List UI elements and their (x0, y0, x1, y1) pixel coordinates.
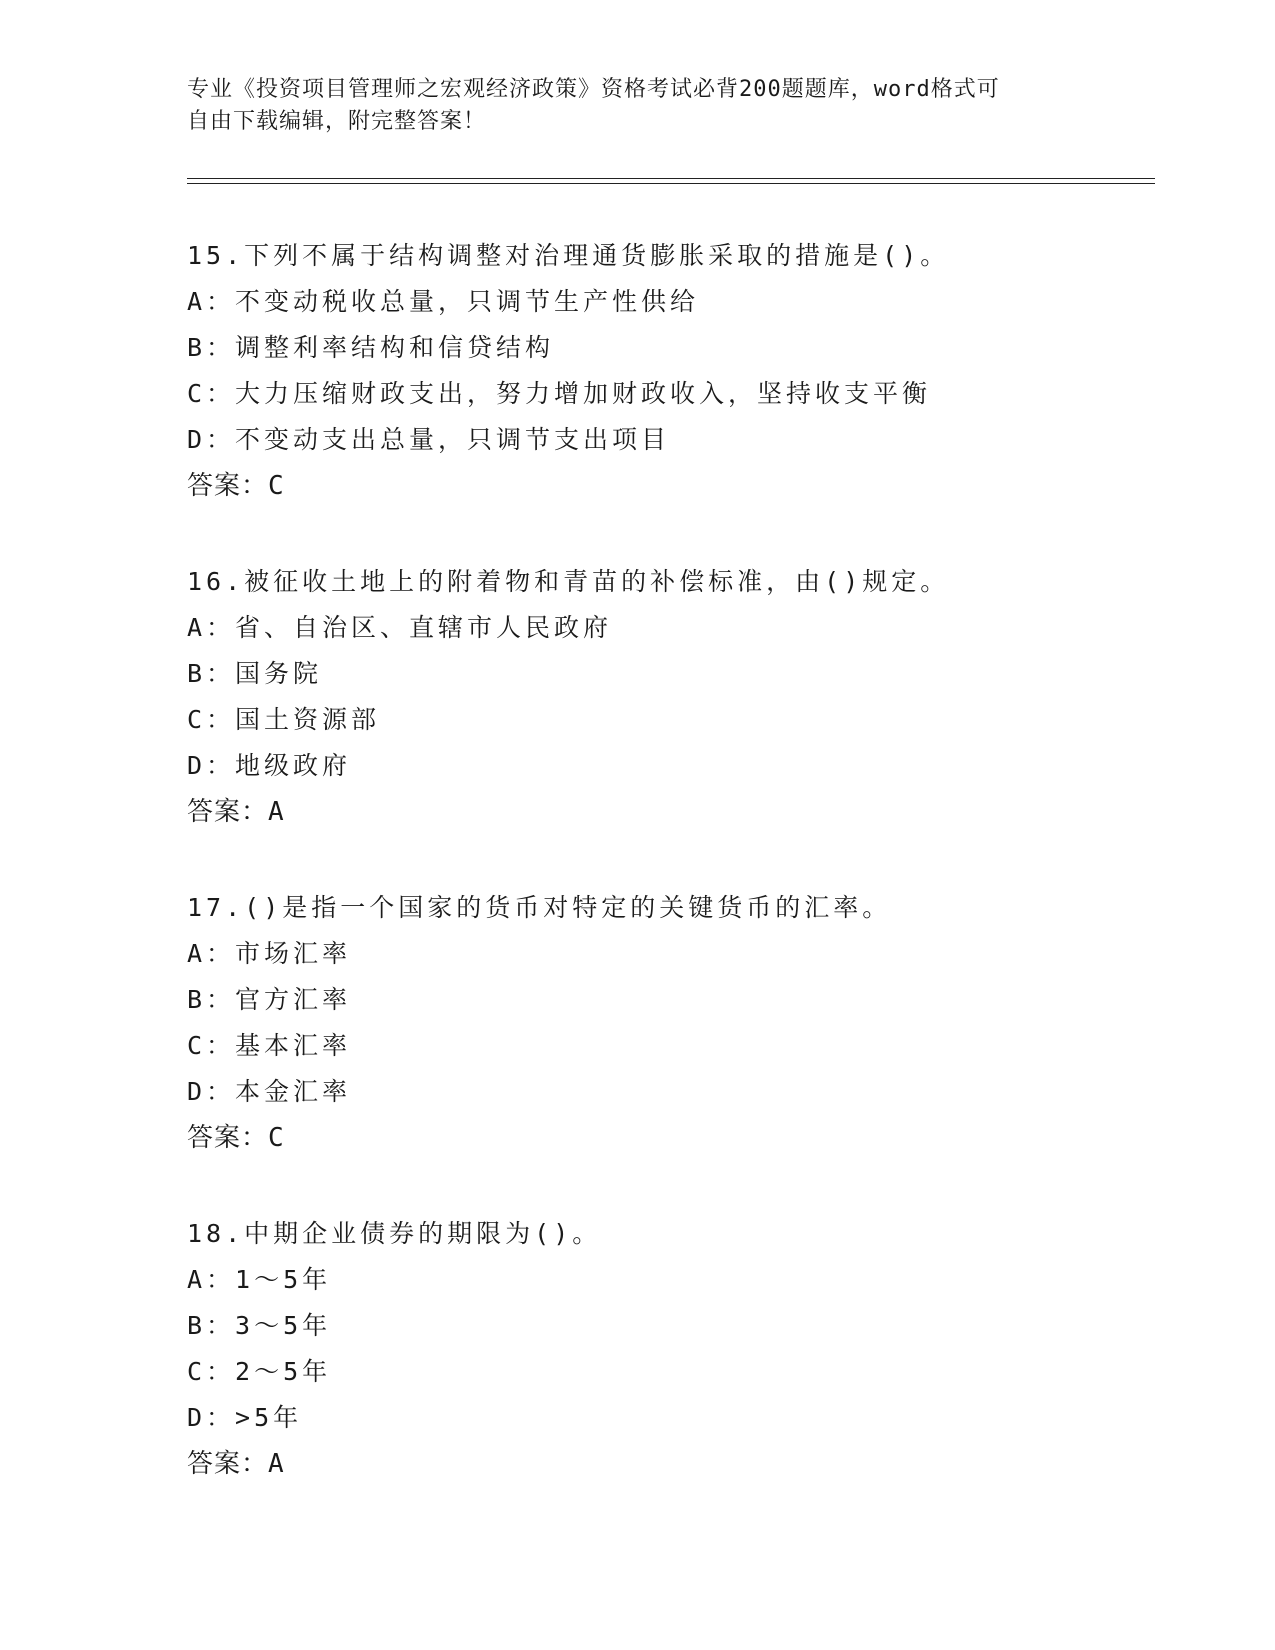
answer-line (187, 463, 1147, 509)
option-d: D：>5年 (187, 1403, 303, 1432)
question-stem: 18.中期企业债券的期限为()。 (187, 1219, 602, 1248)
header-title-line-2: 自由下载编辑，附完整答案！ (187, 109, 487, 134)
option-a: A：省、自治区、直辖市人民政府 (187, 613, 613, 642)
option-a: A：不变动税收总量，只调节生产性供给 (187, 287, 700, 316)
option-d: D：本金汇率 (187, 1077, 352, 1106)
question-stem: 15.下列不属于结构调整对治理通货膨胀采取的措施是()。 (187, 241, 950, 270)
option-c: C：国土资源部 (187, 705, 381, 734)
option-a: A：市场汇率 (187, 939, 352, 968)
answer-value: C (268, 1123, 285, 1153)
answer-line (187, 1115, 1147, 1161)
answer-value: C (268, 471, 285, 501)
question-16 (187, 559, 1147, 835)
option-c: C：2～5年 (187, 1357, 332, 1386)
document-header (187, 74, 1087, 138)
answer-line (187, 789, 1147, 835)
option-b: B：3～5年 (187, 1311, 332, 1340)
answer-value: A (268, 797, 285, 827)
option-c: C：基本汇率 (187, 1031, 352, 1060)
answer-label: 答案： (187, 1123, 269, 1153)
header-divider-top (187, 178, 1155, 179)
option-b: B：调整利率结构和信贷结构 (187, 333, 555, 362)
option-c: C：大力压缩财政支出，努力增加财政收入，坚持收支平衡 (187, 379, 932, 408)
answer-value: A (268, 1449, 285, 1479)
header-divider-bottom (187, 183, 1155, 184)
question-stem: 17.()是指一个国家的货币对特定的关键货币的汇率。 (187, 893, 892, 922)
answer-label: 答案： (187, 1449, 269, 1479)
option-b: B：国务院 (187, 659, 323, 688)
option-b: B：官方汇率 (187, 985, 352, 1014)
question-18 (187, 1211, 1147, 1487)
question-17 (187, 885, 1147, 1161)
header-title-line-1: 专业《投资项目管理师之宏观经济政策》资格考试必背200题题库，word格式可 (187, 77, 1000, 102)
question-list (187, 233, 1147, 1537)
question-stem: 16.被征收土地上的附着物和青苗的补偿标准，由()规定。 (187, 567, 950, 596)
answer-line (187, 1441, 1147, 1487)
option-a: A：1～5年 (187, 1265, 332, 1294)
question-15 (187, 233, 1147, 509)
answer-label: 答案： (187, 797, 269, 827)
option-d: D：不变动支出总量，只调节支出项目 (187, 425, 671, 454)
option-d: D：地级政府 (187, 751, 352, 780)
answer-label: 答案： (187, 471, 269, 501)
